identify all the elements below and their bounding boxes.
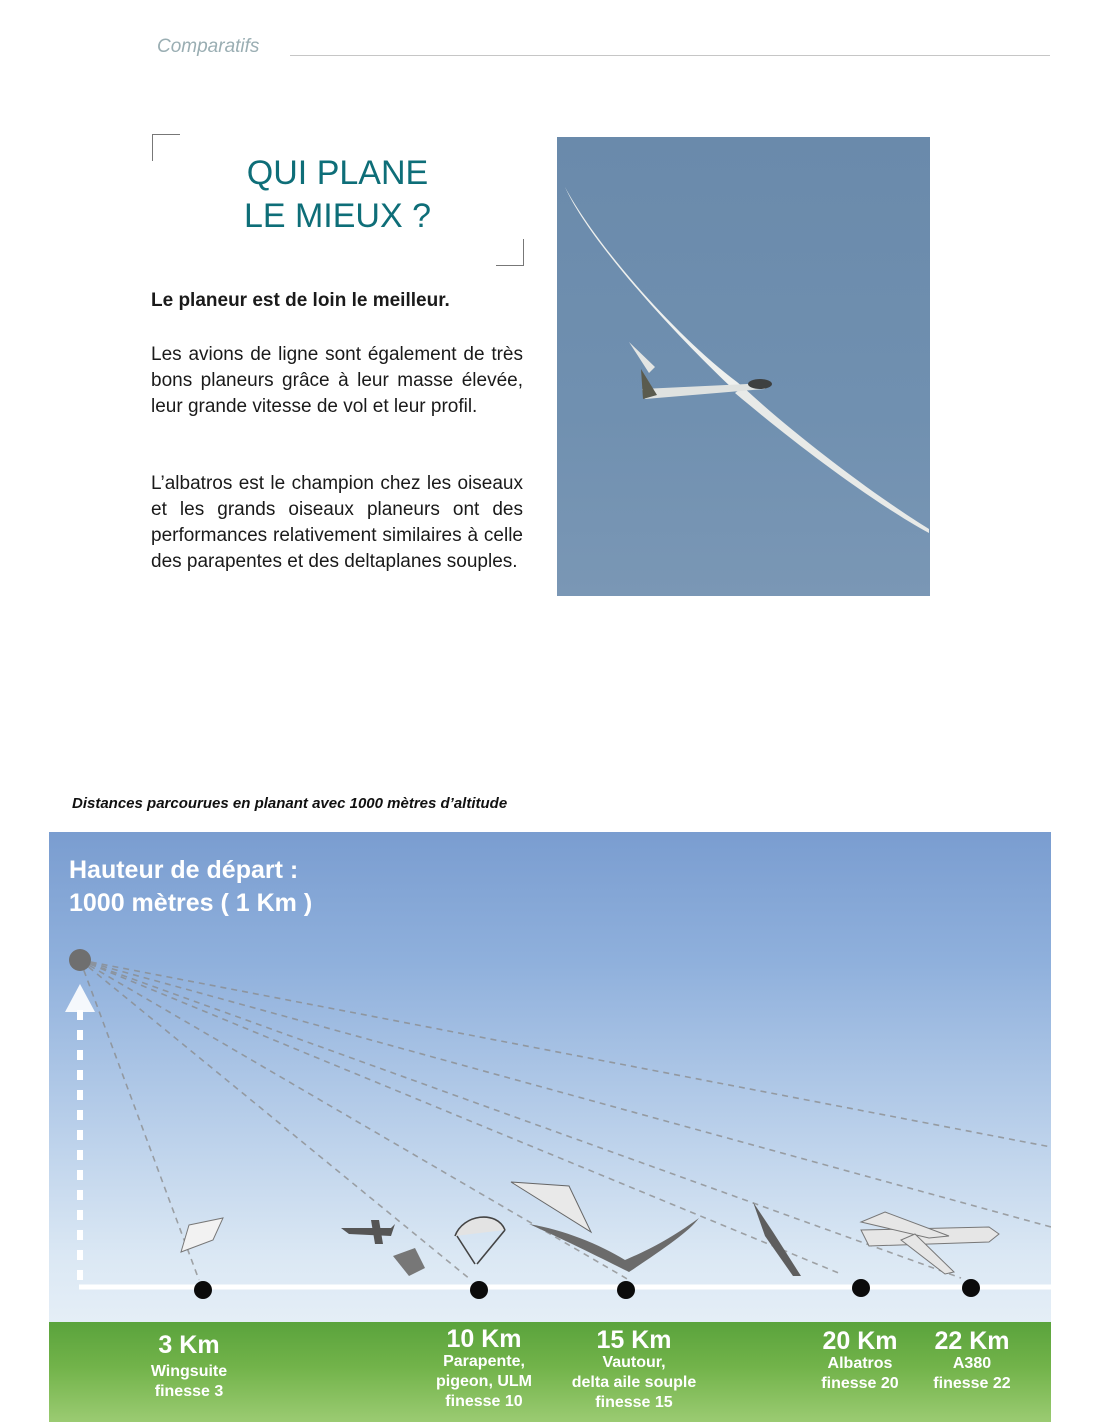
distance-label-10km bbox=[414, 1326, 554, 1412]
title-bracket-top-left bbox=[152, 134, 180, 161]
distance-label-3km bbox=[119, 1332, 259, 1402]
paraglider-icon bbox=[455, 1217, 505, 1264]
marker-20km bbox=[852, 1279, 870, 1297]
distance-label-15km bbox=[554, 1327, 714, 1413]
start-height-label bbox=[69, 854, 312, 920]
lead-sentence: Le planeur est de loin le meilleur. bbox=[151, 290, 450, 311]
glide-path-long-1 bbox=[80, 960, 1051, 1147]
section-title: Comparatifs bbox=[157, 36, 260, 57]
marker-10km bbox=[470, 1281, 488, 1299]
wingsuit-icon bbox=[181, 1218, 223, 1252]
start-height-line-1: Hauteur de départ : bbox=[69, 856, 299, 884]
marker-3km bbox=[194, 1281, 212, 1299]
distance-desc: delta aile souple bbox=[571, 1374, 697, 1391]
distance-desc: finesse 15 bbox=[595, 1394, 673, 1411]
distance-value: 10 Km bbox=[446, 1325, 522, 1353]
albatross-icon bbox=[753, 1202, 801, 1276]
distance-desc: finesse 20 bbox=[821, 1375, 899, 1392]
distance-desc: finesse 3 bbox=[154, 1383, 224, 1400]
distance-label-20km bbox=[800, 1328, 920, 1394]
distance-value: 3 Km bbox=[158, 1331, 220, 1359]
distance-value: 22 Km bbox=[934, 1327, 1010, 1355]
paragraph-albatross: L’albatros est le champion chez les oiseaux et les grands oiseaux planeurs ont des performances relativement similaires à celle des parapentes et des deltaplanes souples. bbox=[151, 473, 523, 572]
glider-photo bbox=[557, 137, 930, 596]
distance-desc: Vautour, bbox=[602, 1354, 666, 1371]
distance-desc: Parapente, bbox=[443, 1353, 525, 1370]
distance-value: 15 Km bbox=[596, 1326, 672, 1354]
distance-value: 20 Km bbox=[822, 1327, 898, 1355]
distance-label-22km bbox=[917, 1328, 1027, 1394]
start-height-line-2: 1000 mètres ( 1 Km ) bbox=[69, 889, 313, 917]
marker-15km bbox=[617, 1281, 635, 1299]
pigeon-icon bbox=[393, 1248, 425, 1276]
glide-infographic bbox=[49, 832, 1051, 1422]
page-title-line-1: QUI PLANE bbox=[246, 154, 429, 192]
paragraph-airliners: Les avions de ligne sont également de très bons planeurs grâce à leur masse élevée, leur grande vitesse de vol et leur profil. bbox=[151, 344, 523, 417]
marker-22km bbox=[962, 1279, 980, 1297]
title-bracket-bottom-right bbox=[496, 239, 524, 266]
vulture-icon bbox=[529, 1218, 699, 1272]
distance-desc: Albatros bbox=[827, 1355, 893, 1372]
distance-desc: finesse 22 bbox=[933, 1375, 1011, 1392]
section-rule bbox=[290, 55, 1050, 56]
a380-icon bbox=[861, 1212, 999, 1274]
distance-desc: pigeon, ULM bbox=[436, 1373, 532, 1390]
page-title bbox=[180, 152, 495, 238]
ulm-icon bbox=[341, 1220, 395, 1244]
distance-desc: finesse 10 bbox=[445, 1393, 523, 1410]
hang-glider-icon bbox=[511, 1182, 591, 1232]
page-title-line-2: LE MIEUX ? bbox=[243, 197, 432, 235]
glide-path-3km bbox=[80, 960, 199, 1280]
start-point bbox=[69, 949, 91, 971]
distance-desc: Wingsuite bbox=[150, 1363, 228, 1380]
infographic-caption: Distances parcourues en planant avec 1000 mètres d’altitude bbox=[72, 795, 508, 812]
distance-desc: A380 bbox=[952, 1355, 992, 1372]
